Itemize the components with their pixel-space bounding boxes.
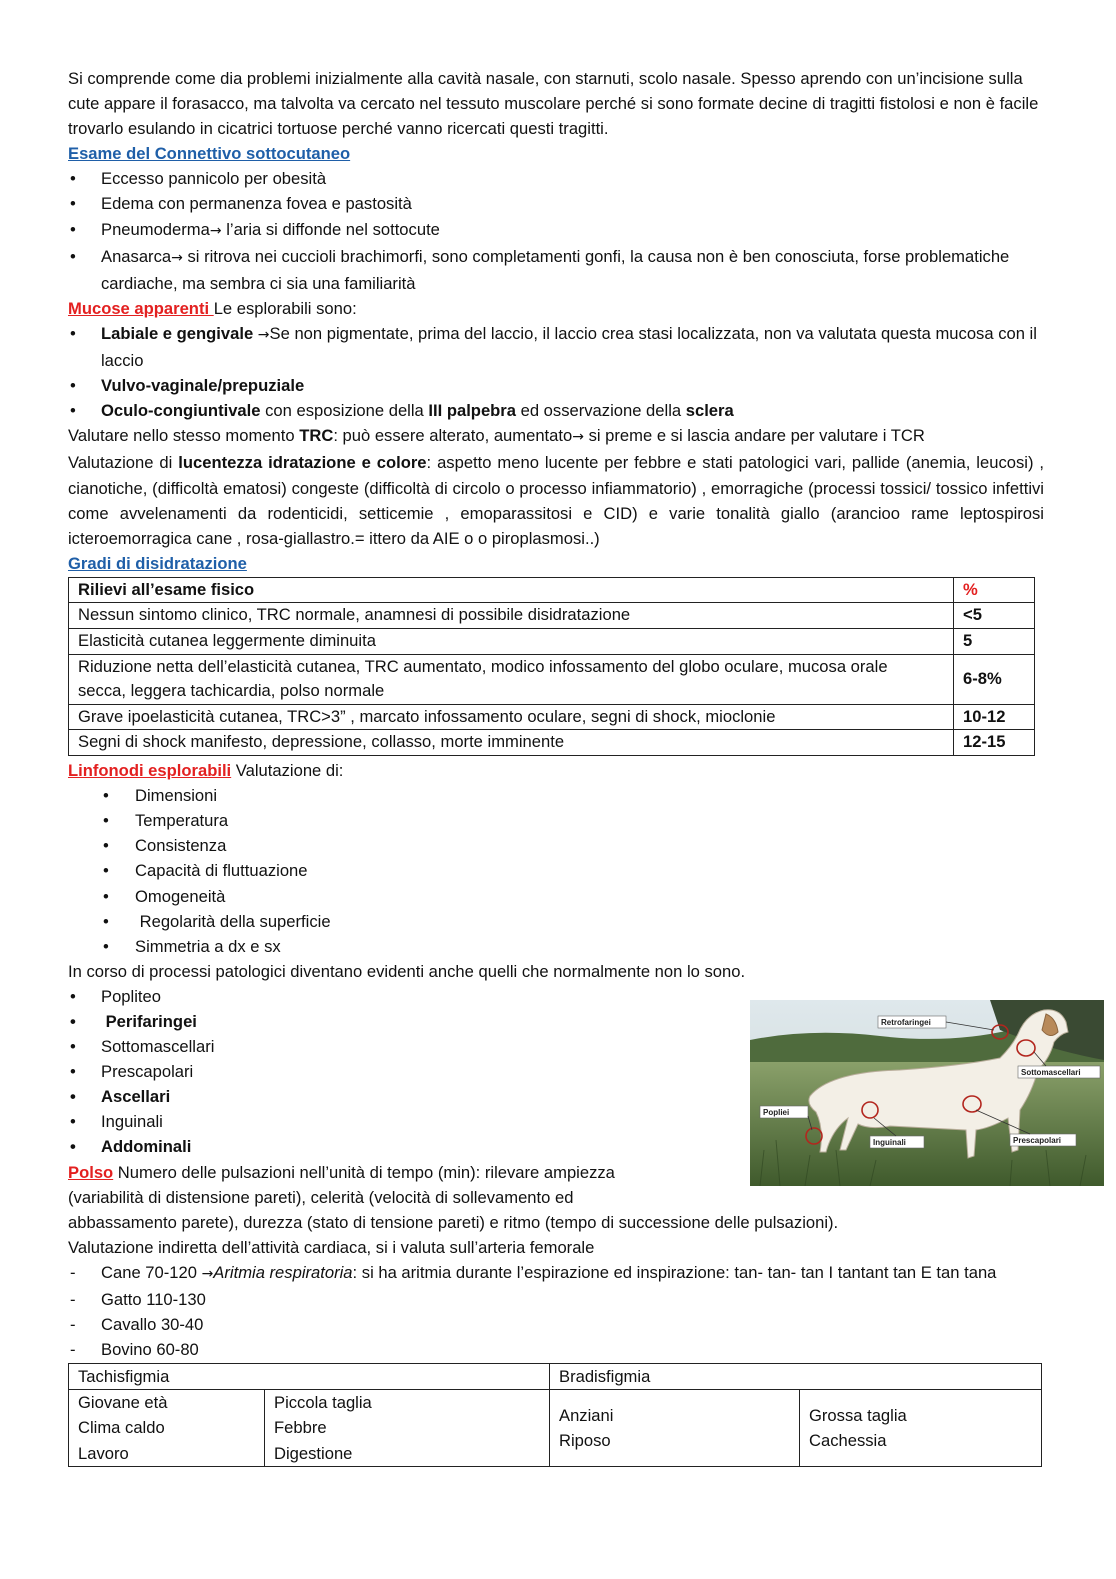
- mucose-line: Mucose apparenti Le esplorabili sono:: [68, 298, 357, 318]
- table-row: [69, 1390, 1042, 1466]
- table-cell: 10-12: [954, 704, 1035, 730]
- list-item: • Perifaringei: [68, 1009, 1044, 1034]
- table-cell: Grave ipoelasticità cutanea, TRC>3” , marcato infossamento oculare, segni di shock, mioclonie: [69, 704, 954, 730]
- list-item: - Bovino 60-80: [68, 1337, 1044, 1362]
- table-cell: Grossa taglia Cachessia: [800, 1390, 1042, 1466]
- table-cell: 12-15: [954, 730, 1035, 756]
- list-item: • Omogeneità: [68, 884, 1044, 909]
- list-item: • Ascellari: [68, 1084, 1044, 1109]
- mucose-heading: Mucose apparenti: [68, 298, 214, 318]
- table-cell: Riduzione netta dell’elasticità cutanea, TRC aumentato, modico infossamento del globo oculare, mucosa orale secca, leggera tachicardia, polso normale: [69, 654, 954, 704]
- table-header-row: [69, 1364, 1042, 1390]
- list-item: • Vulvo-vaginale/prepuziale: [68, 373, 1044, 398]
- disidratazione-table: [68, 577, 1035, 756]
- table-header-cell: %: [954, 577, 1035, 603]
- list-item: • Regolarità della superficie: [68, 909, 1044, 934]
- table-row: [69, 603, 1035, 629]
- table-cell: Anziani Riposo: [550, 1390, 800, 1466]
- table-cell: Piccola taglia Febbre Digestione: [265, 1390, 550, 1466]
- table-cell: Giovane età Clima caldo Lavoro: [69, 1390, 265, 1466]
- connettivo-list: [68, 166, 1044, 295]
- arrow-icon: →: [257, 326, 270, 343]
- list-item: - Gatto 110-130: [68, 1287, 1044, 1312]
- list-item: • Capacità di fluttuazione: [68, 858, 1044, 883]
- mucose-list: [68, 321, 1044, 423]
- table-row: [69, 730, 1035, 756]
- label-inguinali: Inguinali: [873, 1138, 906, 1147]
- label-prescapolari: Prescapolari: [1013, 1136, 1062, 1145]
- trc-line: Valutare nello stesso momento TRC: può essere alterato, aumentato→ si preme e si lascia andare per valutare i TCR: [68, 426, 925, 446]
- label-sottomascellari: Sottomascellari: [1021, 1068, 1081, 1077]
- table-header-cell: Bradisfigmia: [550, 1364, 1042, 1390]
- document-page: [68, 66, 1044, 1467]
- table-cell: 6-8%: [954, 654, 1035, 704]
- list-item: • Temperatura: [68, 808, 1044, 833]
- list-item: • Edema con permanenza fovea e pastosità: [68, 191, 1044, 216]
- linfonodi-line: Linfonodi esplorabili Valutazione di:: [68, 761, 344, 781]
- table-header-row: [69, 577, 1035, 603]
- table-header-cell: Rilievi all’esame fisico: [69, 577, 954, 603]
- list-item: • Popliteo: [68, 984, 1044, 1009]
- table-header-cell: Tachisfigmia: [69, 1364, 550, 1390]
- table-cell: Segni di shock manifesto, depressione, collasso, morte imminente: [69, 730, 954, 756]
- polso-line-3: abbassamento parete), durezza (stato di tensione pareti) e ritmo (tempo di successione delle pulsazioni).: [68, 1212, 839, 1232]
- list-item: • Anasarca→ si ritrova nei cuccioli brachimorfi, sono completamenti gonfi, la causa non è ben conosciuta, forse problematiche cardiache, ma sembra ci sia una familiarità: [68, 244, 1044, 296]
- table-cell: 5: [954, 629, 1035, 655]
- arrow-icon: →: [171, 249, 183, 266]
- list-item: - Cavallo 30-40: [68, 1312, 1044, 1337]
- polso-line: Polso Numero delle pulsazioni nell’unità di tempo (min): rilevare ampiezza: [68, 1162, 615, 1182]
- linfonodi-criteria-list: [68, 783, 1044, 959]
- sfigmia-table: [68, 1363, 1042, 1466]
- connettivo-heading: Esame del Connettivo sottocutaneo: [68, 144, 351, 164]
- list-item: • Consistenza: [68, 833, 1044, 858]
- list-item: • Eccesso pannicolo per obesità: [68, 166, 1044, 191]
- intro-paragraph: Si comprende come dia problemi inizialmente alla cavità nasale, con starnuti, scolo nasale. Spesso aprendo con un’incisione sulla cute appare il forasacco, ma talvolta va cercato nel tessuto muscolare perché si sono formate decine di tragitti fistolosi e non è facile trovarlo esulando in cicatrici tortuose perché vanno ricercati questi tragitti.: [68, 69, 1039, 139]
- polso-line-2: (variabilità di distensione pareti), celerità (velocità di sollevamento ed: [68, 1187, 574, 1207]
- list-item: • Pneumoderma→ l’aria si diffonde nel sottocute: [68, 217, 1044, 244]
- arrow-icon: →: [201, 1265, 214, 1282]
- table-cell: <5: [954, 603, 1035, 629]
- list-item: • Labiale e gengivale →Se non pigmentate, prima del laccio, il laccio crea stasi localizzata, non va valutata questa mucosa con il laccio: [68, 321, 1044, 373]
- list-item: - Cane 70-120 →Aritmia respiratoria: si ha aritmia durante l’espirazione ed inspirazione: tan- tan- tan I tantant tan E tan tana: [68, 1260, 1044, 1287]
- polso-heading: Polso: [68, 1162, 114, 1182]
- arrow-icon: →: [572, 429, 584, 446]
- list-item: • Prescapolari: [68, 1059, 1044, 1084]
- dog-lymph-node-image: [750, 1000, 1104, 1186]
- list-item: • Sottomascellari: [68, 1034, 1044, 1059]
- dog-illustration: [750, 1000, 1104, 1186]
- table-row: [69, 629, 1035, 655]
- processi-line: In corso di processi patologici diventano evidenti anche quelli che normalmente non lo sono.: [68, 961, 746, 981]
- species-list: [68, 1260, 1044, 1362]
- table-cell: Nessun sintomo clinico, TRC normale, anamnesi di possibile disidratazione: [69, 603, 954, 629]
- table-row: [69, 654, 1035, 704]
- table-cell: Elasticità cutanea leggermente diminuita: [69, 629, 954, 655]
- list-item: • Dimensioni: [68, 783, 1044, 808]
- linfonodi-heading: Linfonodi esplorabili: [68, 761, 232, 781]
- lucentezza-paragraph: Valutazione di lucentezza idratazione e colore: aspetto meno lucente per febbre e stati patologici vari, pallide (anemia, leucosi) , cianotiche, (difficoltà ematosi) congeste (difficoltà di circolo o processo infiammatorio) , emorragiche (processi tossici/ tossico infettivi come avvelenamenti da rodenticidi, setticemie , emoparassitosi e CID) e varie tonalità giallo (arancioo rame leptospirosi icteroemorragica cane , rosa-giallastro.= ittero da AIE o o piroplasmosi..): [68, 453, 1045, 548]
- arrow-icon: →: [209, 222, 222, 239]
- label-popliei: Popliei: [763, 1108, 790, 1117]
- list-item: • Addominali: [68, 1134, 1044, 1159]
- table-row: [69, 704, 1035, 730]
- list-item: • Simmetria a dx e sx: [68, 934, 1044, 959]
- list-item: • Inguinali: [68, 1109, 1044, 1134]
- polso-line-4: Valutazione indiretta dell’attività cardiaca, si i valuta sull’arteria femorale: [68, 1237, 595, 1257]
- label-retrofaringei: Retrofaringei: [881, 1018, 931, 1027]
- disidratazione-heading: Gradi di disidratazione: [68, 553, 247, 573]
- list-item: • Oculo-congiuntivale con esposizione della III palpebra ed osservazione della sclera: [68, 398, 1044, 423]
